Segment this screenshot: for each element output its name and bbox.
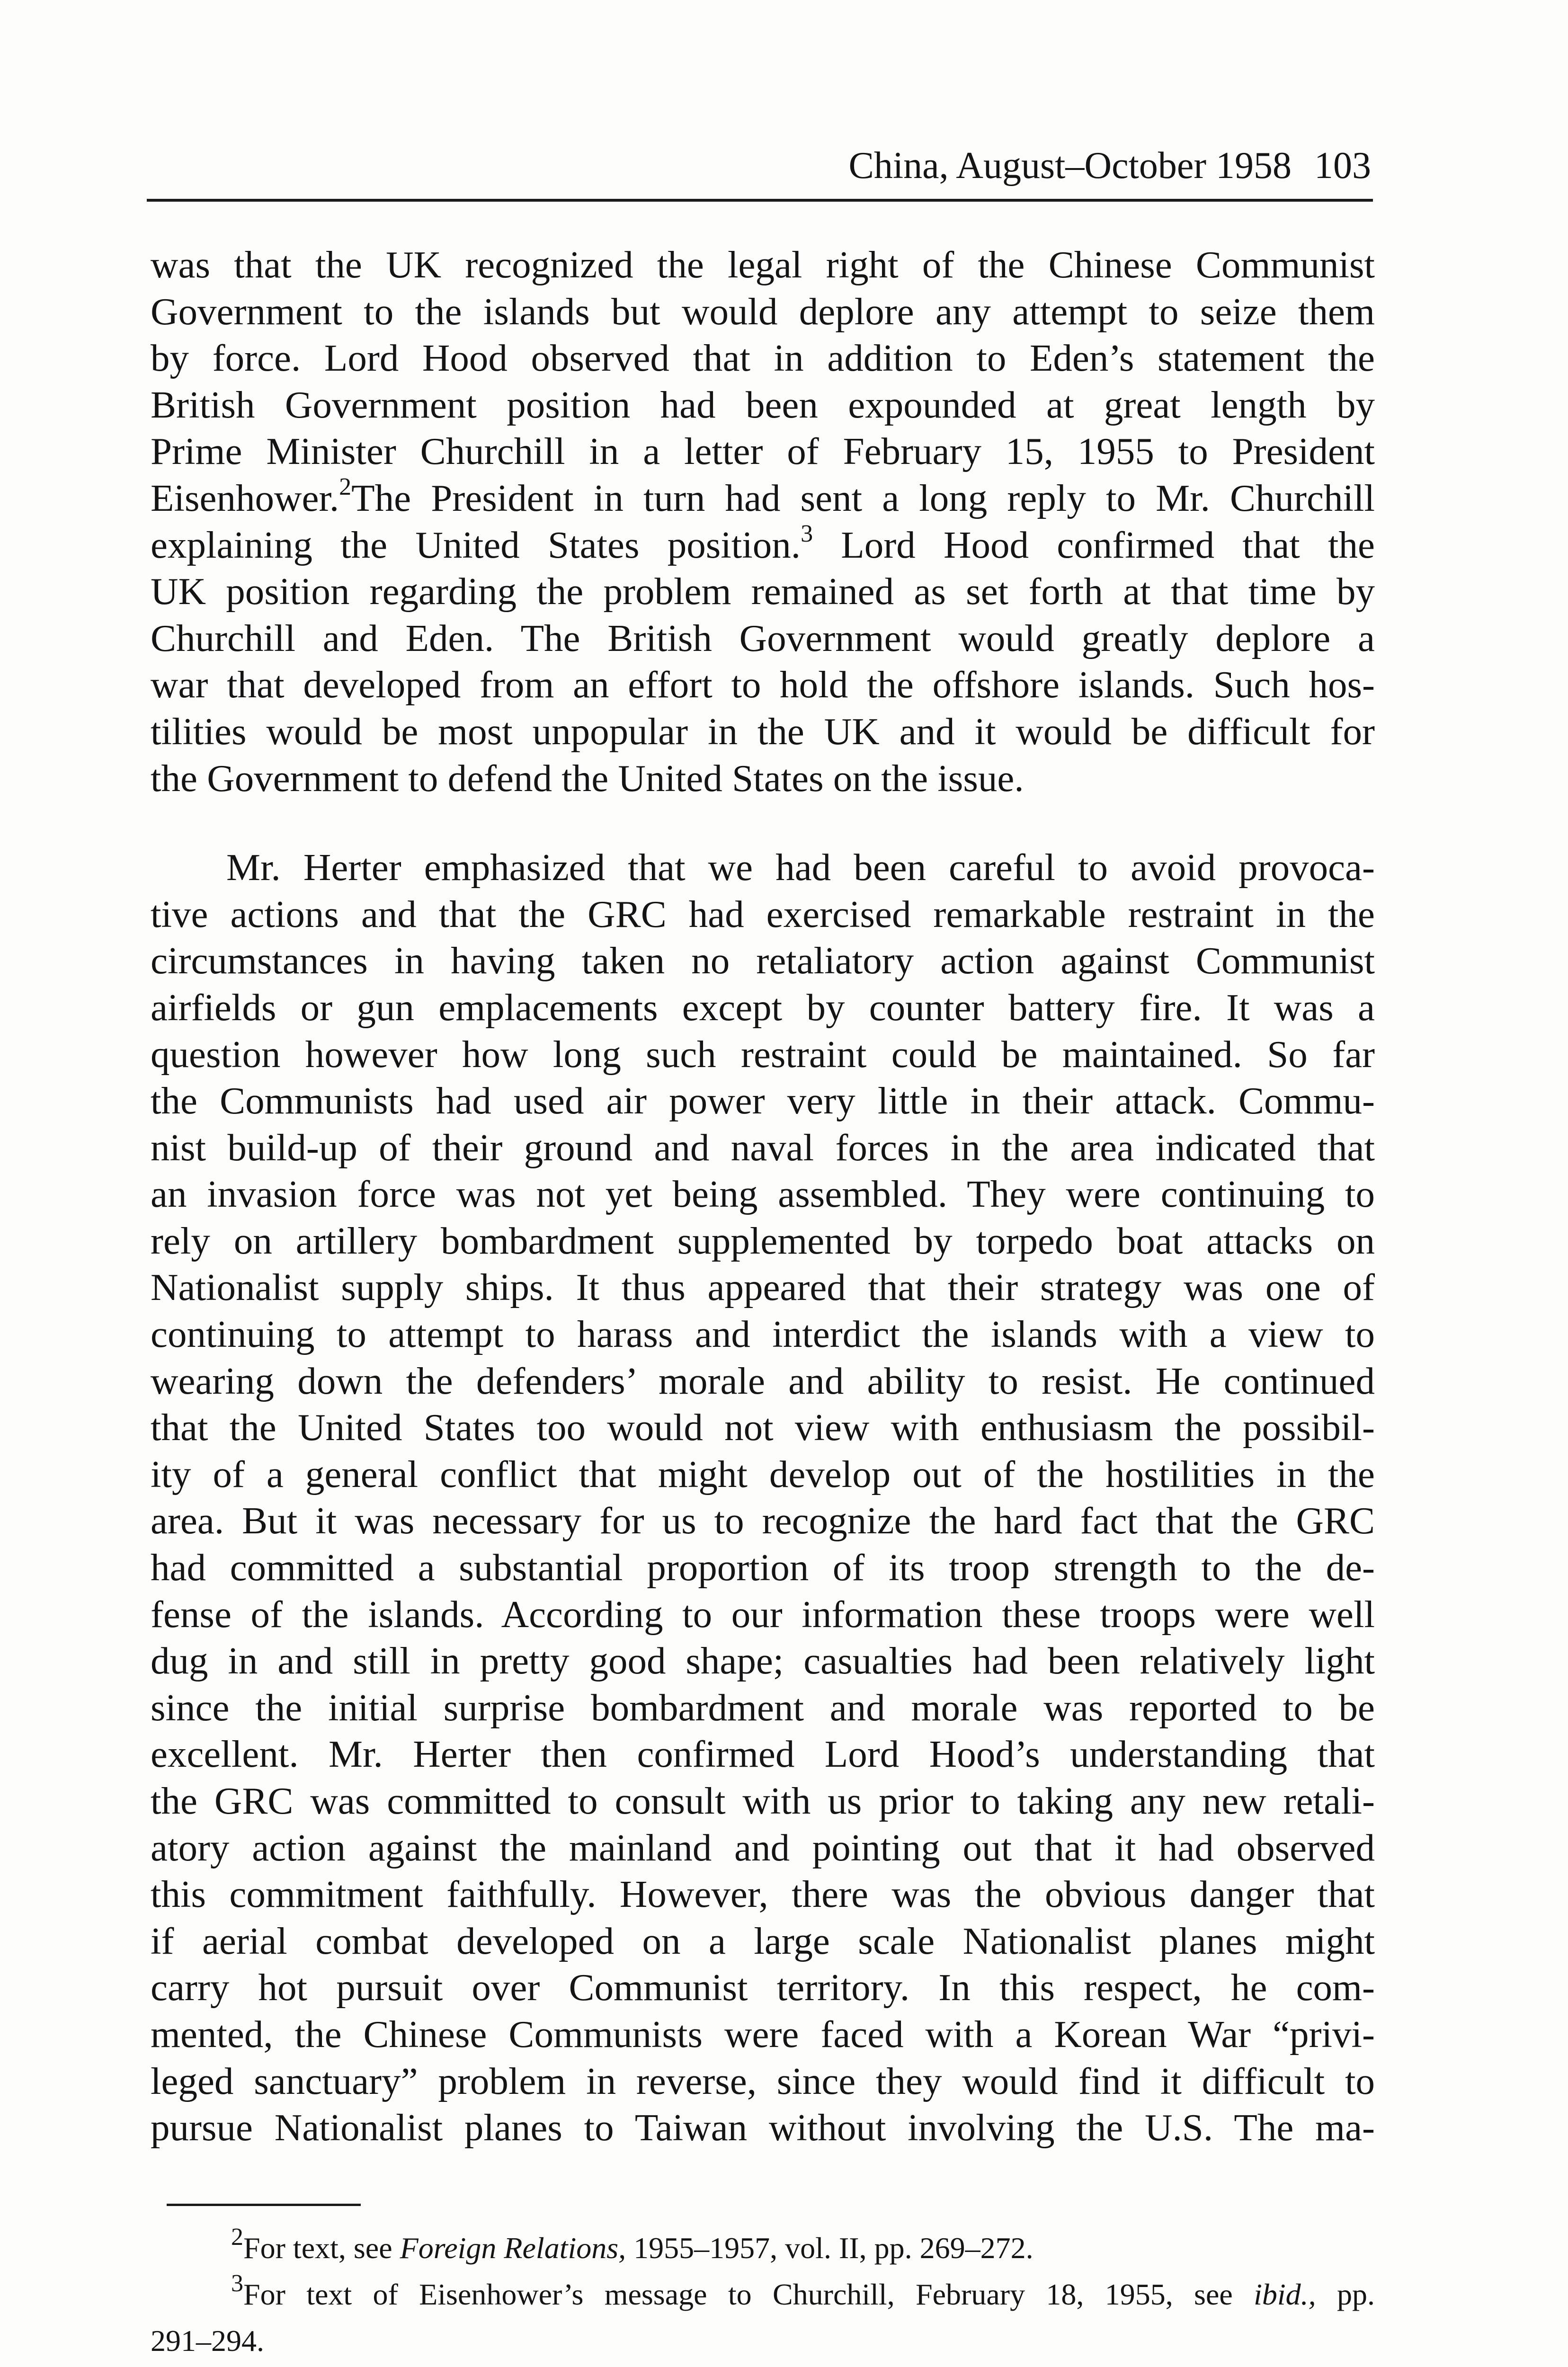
- footnote-ref-3[interactable]: 3: [801, 520, 813, 547]
- text-line: area. But it was necessary for us to recognize the hard fact that the GRC: [151, 1499, 1375, 1542]
- text-line: carry hot pursuit over Communist territory. In this respect, he com-: [151, 1966, 1375, 2009]
- text-segment: explaining the United States position.: [151, 523, 801, 566]
- text-line: airfields or gun emplacements except by counter battery fire. It was a: [151, 986, 1375, 1029]
- text-line: that the United States too would not view with enthusiasm the possibil-: [151, 1406, 1375, 1449]
- page-number: 103: [1314, 145, 1371, 187]
- text-line: excellent. Mr. Herter then confirmed Lord Hood’s understanding that: [151, 1733, 1375, 1776]
- footnote-title: Foreign Relations,: [400, 2231, 626, 2265]
- header-rule: [147, 199, 1373, 202]
- text-line: tive actions and that the GRC had exercised remarkable restraint in the: [151, 892, 1375, 935]
- text-line: the GRC was committed to consult with us prior to taking any new retali-: [151, 1780, 1375, 1822]
- footnote-marker: 2: [231, 2223, 243, 2251]
- footnote-ibid: ibid.,: [1254, 2278, 1316, 2311]
- text-line: [151, 475, 1375, 522]
- footnote-ref-2[interactable]: 2: [339, 473, 352, 500]
- text-line: Mr. Herter emphasized that we had been careful to avoid provoca-: [226, 846, 1375, 889]
- text-line: tilities would be most unpopular in the UK and it would be difficult for: [151, 710, 1375, 753]
- text-line: fense of the islands. According to our information these troops were well: [151, 1593, 1375, 1636]
- footnote-text: 1955–1957, vol. II, pp. 269–272.: [626, 2231, 1033, 2265]
- text-segment: The President in turn had sent a long reply to Mr. Churchill: [351, 476, 1375, 519]
- text-line: Nationalist supply ships. It thus appeared that their strategy was one of: [151, 1266, 1375, 1309]
- text-line: Prime Minister Churchill in a letter of February 15, 1955 to President: [151, 430, 1375, 473]
- text-line: this commitment faithfully. However, there was the obvious danger that: [151, 1873, 1375, 1916]
- text-line: British Government position had been expounded at great length by: [151, 383, 1375, 426]
- text-line: war that developed from an effort to hold the offshore islands. Such hos-: [151, 663, 1375, 706]
- body-text: [151, 241, 1375, 2151]
- text-line: continuing to attempt to harass and interdict the islands with a view to: [151, 1313, 1375, 1356]
- text-segment: Lord Hood confirmed that the: [813, 523, 1375, 566]
- footnote-text: For text, see: [243, 2231, 400, 2265]
- text-line: [151, 522, 1375, 569]
- text-line: Churchill and Eden. The British Government would greatly deplore a: [151, 616, 1375, 659]
- text-line: question however how long such restraint could be maintained. So far: [151, 1032, 1375, 1076]
- text-line: the Government to defend the United States on the issue.: [151, 756, 1024, 800]
- footnote-3: [151, 2271, 1375, 2318]
- text-line: wearing down the defenders’ morale and ability to resist. He continued: [151, 1359, 1375, 1402]
- paragraph-1: [151, 241, 1375, 801]
- text-line: was that the UK recognized the legal right of the Chinese Communist: [151, 243, 1375, 286]
- text-line: Government to the islands but would deplore any attempt to seize them: [151, 290, 1375, 333]
- text-line: if aerial combat developed on a large scale Nationalist planes might: [151, 1919, 1375, 1962]
- text-line: had committed a substantial proportion of its troop strength to the de-: [151, 1546, 1375, 1589]
- text-line: leged sanctuary” problem in reverse, since they would find it difficult to: [151, 2059, 1375, 2102]
- paragraph-2: [151, 844, 1375, 2151]
- text-line: ity of a general conflict that might develop out of the hostilities in the: [151, 1452, 1375, 1495]
- footnotes: [151, 2225, 1375, 2364]
- text-line: UK position regarding the problem remained as set forth at that time by: [151, 570, 1375, 613]
- footnote-marker: 3: [231, 2269, 243, 2297]
- text-line: the Communists had used air power very little in their attack. Commu-: [151, 1079, 1375, 1122]
- footnote-3-continuation: 291–294.: [151, 2324, 264, 2358]
- footnote-2: [151, 2225, 1375, 2271]
- text-line: an invasion force was not yet being assembled. They were continuing to: [151, 1173, 1375, 1216]
- footnote-text: pp.: [1316, 2278, 1375, 2311]
- text-line: by force. Lord Hood observed that in addition to Eden’s statement the: [151, 337, 1375, 380]
- running-title: China, August–October 1958: [848, 145, 1292, 187]
- text-line: pursue Nationalist planes to Taiwan without involving the U.S. The ma-: [151, 2106, 1375, 2149]
- text-line: circumstances in having taken no retaliatory action against Communist: [151, 939, 1375, 982]
- text-line: rely on artillery bombardment supplemented by torpedo boat attacks on: [151, 1219, 1375, 1262]
- footnote-rule: [167, 2204, 361, 2206]
- running-head: [772, 142, 1371, 189]
- text-segment: Eisenhower.: [151, 476, 339, 519]
- text-line: dug in and still in pretty good shape; casualties had been relatively light: [151, 1639, 1375, 1682]
- paragraph-gap: [151, 801, 1375, 844]
- text-line: since the initial surprise bombardment and morale was reported to be: [151, 1686, 1375, 1729]
- text-line: mented, the Chinese Communists were faced with a Korean War “privi-: [151, 2012, 1375, 2056]
- text-line: atory action against the mainland and pointing out that it had observed: [151, 1826, 1375, 1869]
- footnote-text: For text of Eisenhower’s message to Churchill, February 18, 1955, see: [243, 2278, 1254, 2311]
- text-line: nist build-up of their ground and naval forces in the area indicated that: [151, 1126, 1375, 1169]
